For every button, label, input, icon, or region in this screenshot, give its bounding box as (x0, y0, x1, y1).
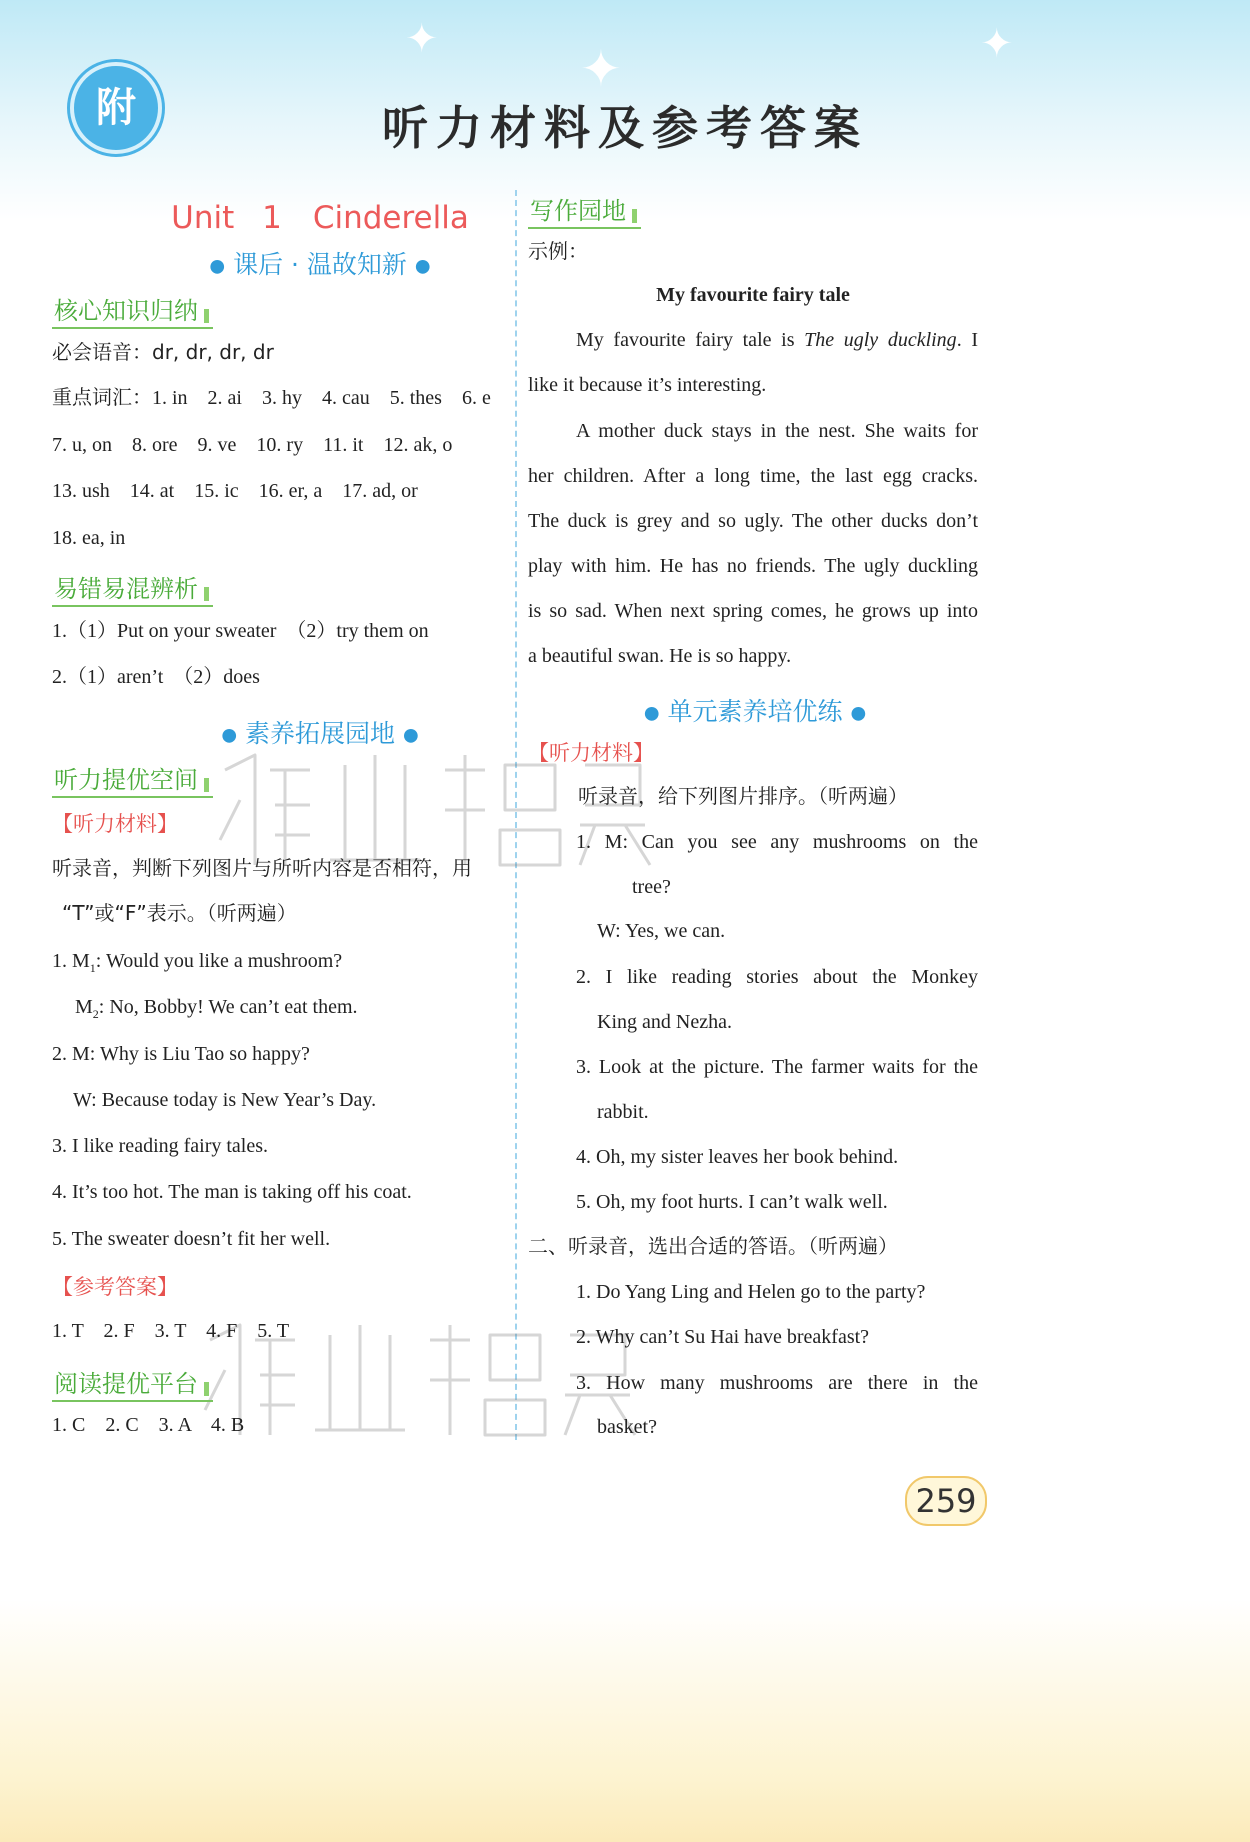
script-line: 4. It’s too hot. The man is taking off his coat. (52, 1181, 412, 1203)
column-divider (515, 190, 517, 1440)
instruction-line: 听录音，判断下列图片与所听内容是否相符，用 (52, 856, 472, 880)
answer-line: 1. C 2. C 3. A 4. B (52, 1414, 245, 1436)
example-label: 示例： (528, 239, 588, 263)
instruction-line: “T”或“F”表示。（听两遍） (62, 901, 297, 925)
page-number: 259 (905, 1476, 987, 1526)
appendix-badge: 附 (70, 62, 162, 154)
section-heading: ● 单元素养培优练 ● (643, 697, 867, 726)
answer-line: 1.（1）Put on your sweater （2）try them on (52, 620, 429, 642)
instruction-line: 二、听录音，选出合适的答语。（听两遍） (528, 1234, 898, 1258)
star-icon: ✦ (580, 41, 622, 97)
answer-line: 1. T 2. F 3. T 4. F 5. T (52, 1320, 290, 1342)
essay-line: her children. After a long time, the last egg cracks. (528, 465, 978, 487)
script-line: 1. Do Yang Ling and Helen go to the party? (576, 1281, 926, 1303)
phonics-line: 必会语音：dr, dr, dr, dr (52, 340, 274, 364)
section-heading: ● 素养拓展园地 ● (221, 719, 419, 748)
essay-line: a beautiful swan. He is so happy. (528, 645, 792, 667)
script-line: 3. Look at the picture. The farmer waits for the (576, 1056, 978, 1078)
essay-title: My favourite fairy tale (656, 284, 850, 306)
script-line: 4. Oh, my sister leaves her book behind. (576, 1146, 899, 1168)
script-line: King and Nezha. (597, 1011, 732, 1033)
script-line: $M_2$: No, Bobby! We can’t eat them. (75, 996, 358, 1021)
answers-label: 【参考答案】 (52, 1275, 178, 1299)
subsection-heading: 核心知识归纳 (52, 291, 213, 329)
vocab-line: 7. u, on 8. ore 9. ve 10. ry 11. it 12. ak, o (52, 434, 453, 456)
material-label: 【听力材料】 (528, 741, 654, 765)
vocab-line: 重点词汇：1. in 2. ai 3. hy 4. cau 5. thes 6. e (52, 387, 491, 409)
essay-line: My favourite fairy tale is The ugly duckling. I (576, 329, 978, 351)
essay-line: play with him. He has no friends. The ugly duckling (528, 555, 978, 577)
script-line: 2. Why can’t Su Hai have breakfast? (576, 1326, 870, 1348)
subsection-heading: 易错易混辨析 (52, 569, 213, 607)
star-icon: ✦ (405, 16, 439, 61)
essay-line: is so sad. When next spring comes, he grows up into (528, 600, 978, 622)
vocab-line: 18. ea, in (52, 527, 126, 549)
script-line: W: Yes, we can. (597, 920, 726, 942)
unit-title: Unit 1 Cinderella (171, 200, 469, 236)
script-line: 5. Oh, my foot hurts. I can’t walk well. (576, 1191, 888, 1213)
script-line: 2. M: Why is Liu Tao so happy? (52, 1043, 310, 1065)
essay-line: like it because it’s interesting. (528, 374, 767, 396)
material-label: 【听力材料】 (52, 812, 178, 836)
answer-line: 2.（1）aren’t （2）does (52, 666, 260, 688)
script-line: 3. How many mushrooms are there in the (576, 1372, 978, 1394)
star-icon: ✦ (980, 21, 1014, 66)
script-line: 5. The sweater doesn’t fit her well. (52, 1228, 331, 1250)
script-line: rabbit. (597, 1101, 649, 1123)
section-heading: ● 课后 · 温故知新 ● (209, 250, 431, 279)
vocab-line: 13. ush 14. at 15. ic 16. er, a 17. ad, or (52, 480, 418, 502)
script-line: 3. I like reading fairy tales. (52, 1135, 269, 1157)
subsection-heading: 听力提优空间 (52, 760, 213, 798)
script-line: basket? (597, 1416, 657, 1438)
script-line: tree? (632, 876, 671, 898)
script-line: 1. $M_1$: Would you like a mushroom? (52, 950, 343, 975)
essay-line: The duck is grey and so ugly. The other ducks don’t (528, 510, 978, 532)
subsection-heading: 阅读提优平台 (52, 1364, 213, 1402)
script-line: W: Because today is New Year’s Day. (73, 1089, 377, 1111)
subsection-heading: 写作园地 (528, 191, 641, 229)
page-title: 听力材料及参考答案 (382, 101, 868, 155)
essay-line: A mother duck stays in the nest. She waits for (576, 420, 978, 442)
instruction-line: 听录音，给下列图片排序。（听两遍） (578, 784, 908, 808)
script-line: 1. M: Can you see any mushrooms on the (576, 831, 978, 853)
script-line: 2. I like reading stories about the Monkey (576, 966, 978, 988)
